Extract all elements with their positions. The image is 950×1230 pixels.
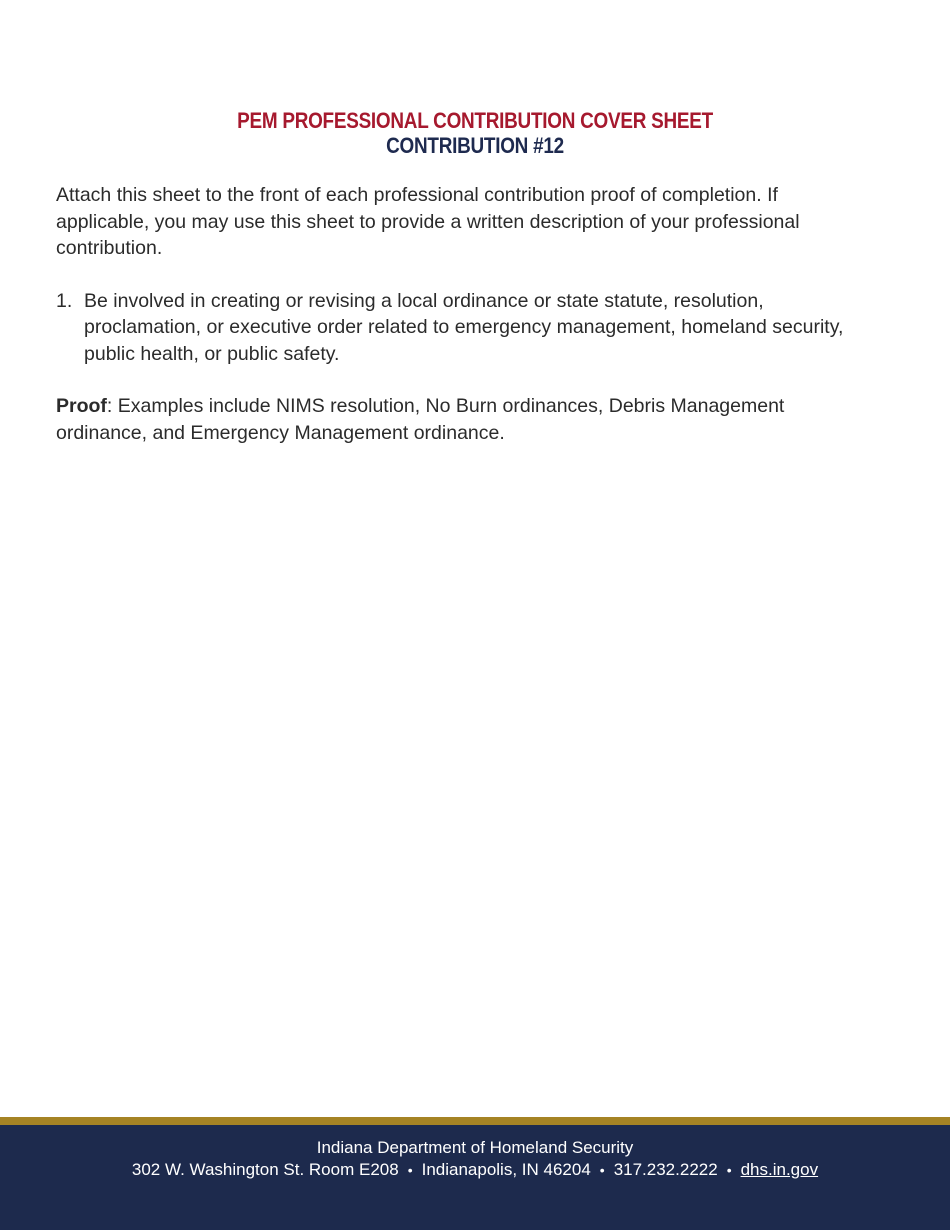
footer-gold-stripe	[0, 1117, 950, 1125]
document-body	[56, 182, 876, 446]
proof-label: Proof	[56, 395, 107, 417]
proof-paragraph	[56, 393, 876, 446]
footer-city: Indianapolis, IN 46204	[421, 1160, 591, 1179]
intro-paragraph: Attach this sheet to the front of each professional contribution proof of completion. If applicable, you may use this sheet to provide a written description of your professional contribution.	[56, 184, 800, 259]
footer-org-name: Indiana Department of Homeland Security	[316, 1138, 634, 1157]
footer-phone: 317.232.2222	[613, 1160, 718, 1179]
list-item-text: Be involved in creating or revising a local ordinance or state statute, resolution, proclamation, or executive order related to emergency management, homeland security, public health, or public safety.	[84, 289, 844, 365]
footer-separator: •	[407, 1162, 413, 1178]
footer-address: 302 W. Washington St. Room E208	[131, 1160, 399, 1179]
footer-website-link[interactable]: dhs.in.gov	[740, 1160, 819, 1179]
footer-separator: •	[599, 1162, 605, 1178]
footer-contact-line	[0, 1159, 950, 1181]
footer-separator: •	[726, 1162, 732, 1178]
proof-text: : Examples include NIMS resolution, No Burn ordinances, Debris Management ordinance, and Emergency Management ordinance.	[56, 395, 785, 444]
footer	[0, 1125, 950, 1230]
page-title: PEM PROFESSIONAL CONTRIBUTION COVER SHEET	[237, 108, 713, 133]
page-header	[0, 108, 950, 158]
list-item-number: 1.	[56, 289, 73, 312]
list-item	[56, 288, 876, 368]
page-subtitle: CONTRIBUTION #12	[386, 133, 564, 158]
